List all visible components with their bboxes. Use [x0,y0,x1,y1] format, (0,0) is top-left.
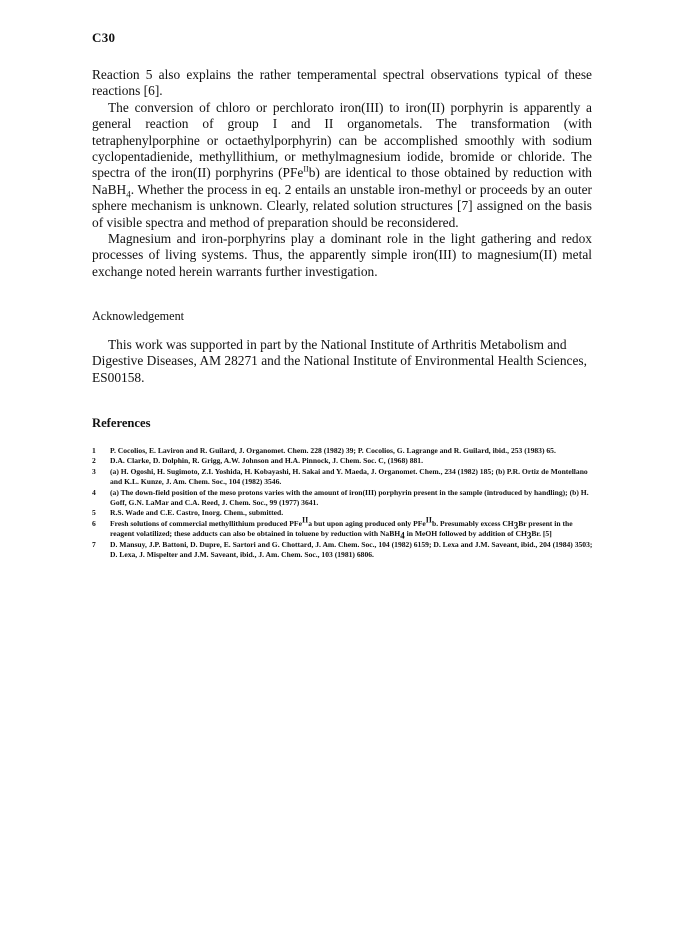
reference-number: 7 [92,539,96,549]
ref6-part: Br. [5] [531,529,552,539]
paragraph-1: Reaction 5 also explains the rather temperamental spectral observations typical of these reactions [6]. [92,67,592,99]
ref6-part: b. Presumably excess CH [432,518,514,528]
paragraph-2-part-1: The conversion of chloro or perchlorato iron(III) to iron(II) porphyrin is apparently a general reaction of group I and II organometals. The transformation (with tetraphenylporphine or octaethylporphyrin) can be accomplished smoothly with sodium cyclopentadienide, methyllithium, or methylmagnesium iodide, bromide or chloride. The spectra of the iron(II) porphyrins (PFe [92,99,592,181]
acknowledgement-section [92,337,592,386]
reference-number: 3 [92,466,96,476]
reference-number: 2 [92,456,96,466]
reference-item [92,446,597,456]
reference-number: 5 [92,508,96,518]
paragraph-3: Magnesium and iron-porphyrins play a dominant role in the light gathering and redox processes of living systems. Thus, the apparently simple iron(III) to magnesium(II) metal exchange noted herein warrants further investigation. [92,231,592,279]
paragraph-2-part-3: . Whether the process in eq. 2 entails an unstable iron-methyl or proceeds by an outer sphere mechanism is unknown. Clearly, related solution structures [7] assigned on the basis of visible spectra and method of preparation should be reconsidered. [92,181,592,230]
ref6-part: in MeOH followed by addition of CH [404,529,527,539]
body-text [92,67,592,280]
reference-text: (a) The down-field position of the meso protons varies with the amount of iron(III) porphyrin present in the sample (introduced by handling); (b) H. Goff, G.N. LaMar and C.A. Reed, J. Chem. Soc., 99 (1977) 3641. [110,487,589,508]
reference-item [92,488,597,509]
reference-text: (a) H. Ogoshi, H. Sugimoto, Z.I. Yoshida, H. Kobayashi, H. Sakai and Y. Maeda, J. Organomet. Chem., 234 (1982) 185; (b) P.R. Ortiz de Montellano and K.L. Kunze, J. Am. Chem. Soc., 104 (1982) 3546. [110,466,588,487]
reference-number: 6 [92,518,96,528]
ref6-part: a but upon aging produced only PFe [308,518,426,528]
paragraph-2-part-2: b) are identical to those obtained by reduction with NaBH [92,165,592,197]
acknowledgement-text: This work was supported in part by the National Institute of Arthritis Metabolism and Digestive Diseases, AM 28271 and the National Institute of Environmental Health Sciences, ES00158. [92,337,587,385]
reference-number: 4 [92,487,96,497]
oxidation-state-superscript: II [303,164,309,174]
reference-item [92,456,597,466]
paragraph-2 [92,100,592,231]
references-heading: References [92,416,151,430]
reference-item [92,540,597,561]
reference-text: R.S. Wade and C.E. Castro, Inorg. Chem., submitted. [110,508,284,518]
reference-text [110,515,597,541]
reference-item [92,508,597,518]
ref6-part: Fresh solutions of commercial methyllithium produced PFe [110,518,302,528]
page-number: C30 [92,30,116,45]
references-list [92,446,597,560]
reference-item [92,515,597,541]
reference-number: 1 [92,446,96,455]
nabh4-subscript: 4 [126,189,131,200]
ref6-part: Br present in the reagent volatilized; these adducts can also be obtained in toluene by reduction with NaBH [110,518,573,539]
reference-text: D. Mansuy, J.P. Battoni, D. Dupre, E. Sartori and G. Chottard, J. Am. Chem. Soc., 104 (1982) 6159; D. Lexa and J.M. Saveant, ibid., 204 (1984) 3503; D. Lexa, J. Mispelter and J.M. Saveant, ibid., J. Am. Chem. Soc., 103 (1981) 6806. [110,539,593,560]
ref6-sup: II [425,515,433,525]
ref6-sub: 4 [400,530,405,541]
ref6-sub: 3 [513,520,519,531]
ref6-sup: II [301,515,309,525]
acknowledgement-heading: Acknowledgement [92,309,185,323]
reference-item [92,467,597,488]
reference-text: D.A. Clarke, D. Dolphin, R. Grigg, A.W. Johnson and H.A. Pinnock, J. Chem. Soc. C, (1968) 881. [110,456,423,466]
reference-text: P. Cocolios, E. Laviron and R. Guilard, J. Organomet. Chem. 228 (1982) 39; P. Cocolios, G. Lagrange and R. Guilard, ibid., 253 (1983) 65. [110,446,556,455]
ref6-sub: 3 [526,530,532,541]
